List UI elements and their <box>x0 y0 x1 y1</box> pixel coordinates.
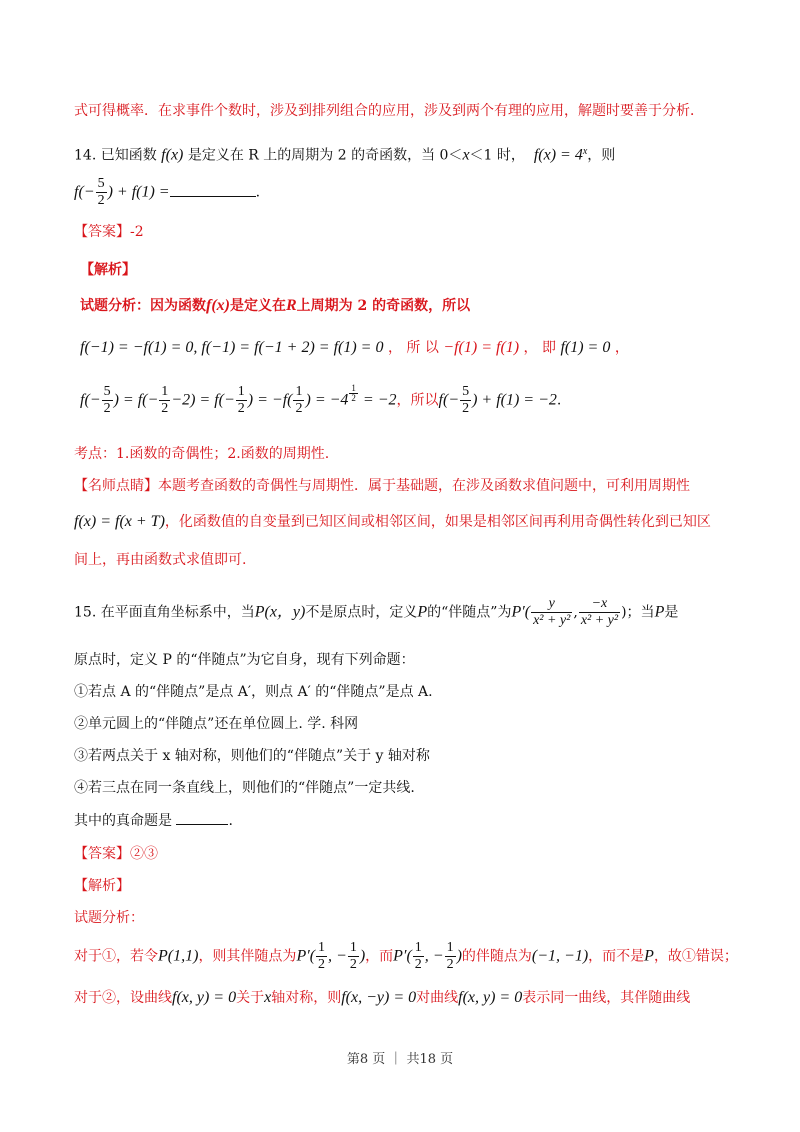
intro-line: 式可得概率．在求事件个数时，涉及到排列组合的应用，涉及到两个有理的应用，解题时要善于分析． <box>74 103 704 119</box>
q15-answer: 【答案】②③ <box>74 846 158 862</box>
answer-blank <box>170 182 256 197</box>
q14-jiexi-label: 【解析】 <box>80 262 136 278</box>
q15-option-2: ②单元圆上的“伴随点”还在单位圆上. 学. 科网 <box>74 716 359 732</box>
q15-analysis-label: 试题分析： <box>74 910 144 926</box>
q14-tip-line2: f(x) = f(x + T)，化函数值的自变量到已知区间或相邻区间，如果是相邻区间再利用奇偶性转化到已知区 <box>74 513 711 530</box>
q15-line1: 15. 在平面直角坐标系中，当P(x，y)不是原点时，定义P的“伴随点”为P′( $\frac{y}{\text{x² + y²}}$ , $\frac{-x}{\text{x² + y²}}$ )；当P是 <box>74 596 679 628</box>
q14-equation-line2: f(− $\frac{5}{2}$ ) = f(− $\frac{1}{2}$ −2) = f(− $\frac{1}{2}$ ) = −f( $\frac{1}{2}$ ) = −4 $\frac{1}{2}$ = −2，所以f(− $\frac{5}{2}$ ) + f(1) = −2. <box>80 383 562 416</box>
q14-line1: 14. 已知函数 f(x) 是定义在 R 上的周期为 2 的奇函数，当 0＜x＜1 时， $f(x) = 4^x$，则 <box>74 146 616 164</box>
q15-option-4: ④若三点在同一条直线上，则他们的“伴随点”一定共线. <box>74 780 415 796</box>
q14-line2: f(− $\frac{5}{2}$ ) + f(1) = . <box>74 176 261 208</box>
q14-analysis-line1: 试题分析：因为函数f(x)是定义在R上周期为 2 的奇函数，所以 <box>80 297 471 314</box>
fraction: $\frac{5}{2}$ <box>97 176 105 208</box>
answer-blank <box>176 810 228 825</box>
q15-reasoning-1: 对于①，若令P(1,1)，则其伴随点为P′( $\frac{1}{2}$ , − $\frac{1}{2}$ )，而P′( $\frac{1}{2}$ , − $\frac{1}{2}$ )的伴随点为(−1, −1)，而不是P，故①错误； <box>74 940 738 972</box>
page-footer: 第8 页 ｜ 共18 页 <box>346 1052 454 1067</box>
q14-kaodian: 考点：1.函数的奇偶性；2.函数的周期性. <box>74 446 330 462</box>
q14-tip-line1: 【名师点睛】本题考查函数的奇偶性与周期性．属于基础题，在涉及函数求值问题中，可利用周期性 <box>74 478 690 494</box>
q15-question: 其中的真命题是 . <box>74 810 233 831</box>
q15-line2: 原点时，定义 P 的“伴随点”为它自身，现有下列命题： <box>74 652 415 668</box>
q14-equation-line1: f(−1) = −f(1) = 0, f(−1) = f(−1 + 2) = f(1) = 0 ， 所 以 −f(1) = f(1) ， 即 f(1) = 0 ， <box>80 339 629 356</box>
q15-jiexi-label: 【解析】 <box>74 878 130 894</box>
q15-option-1: ①若点 A 的“伴随点”是点 A′，则点 A′ 的“伴随点”是点 A. <box>74 684 433 700</box>
q15-reasoning-2: 对于②，设曲线f(x, y) = 0关于x轴对称，则f(x, −y) = 0对曲线f(x, y) = 0表示同一曲线，其伴随曲线 <box>74 989 691 1006</box>
q15-option-3: ③若两点关于 x 轴对称，则他们的“伴随点”关于 y 轴对称 <box>74 748 430 764</box>
q14-tip-line3: 间上，再由函数式求值即可. <box>74 552 247 568</box>
q14-answer: 【答案】-2 <box>74 224 144 240</box>
